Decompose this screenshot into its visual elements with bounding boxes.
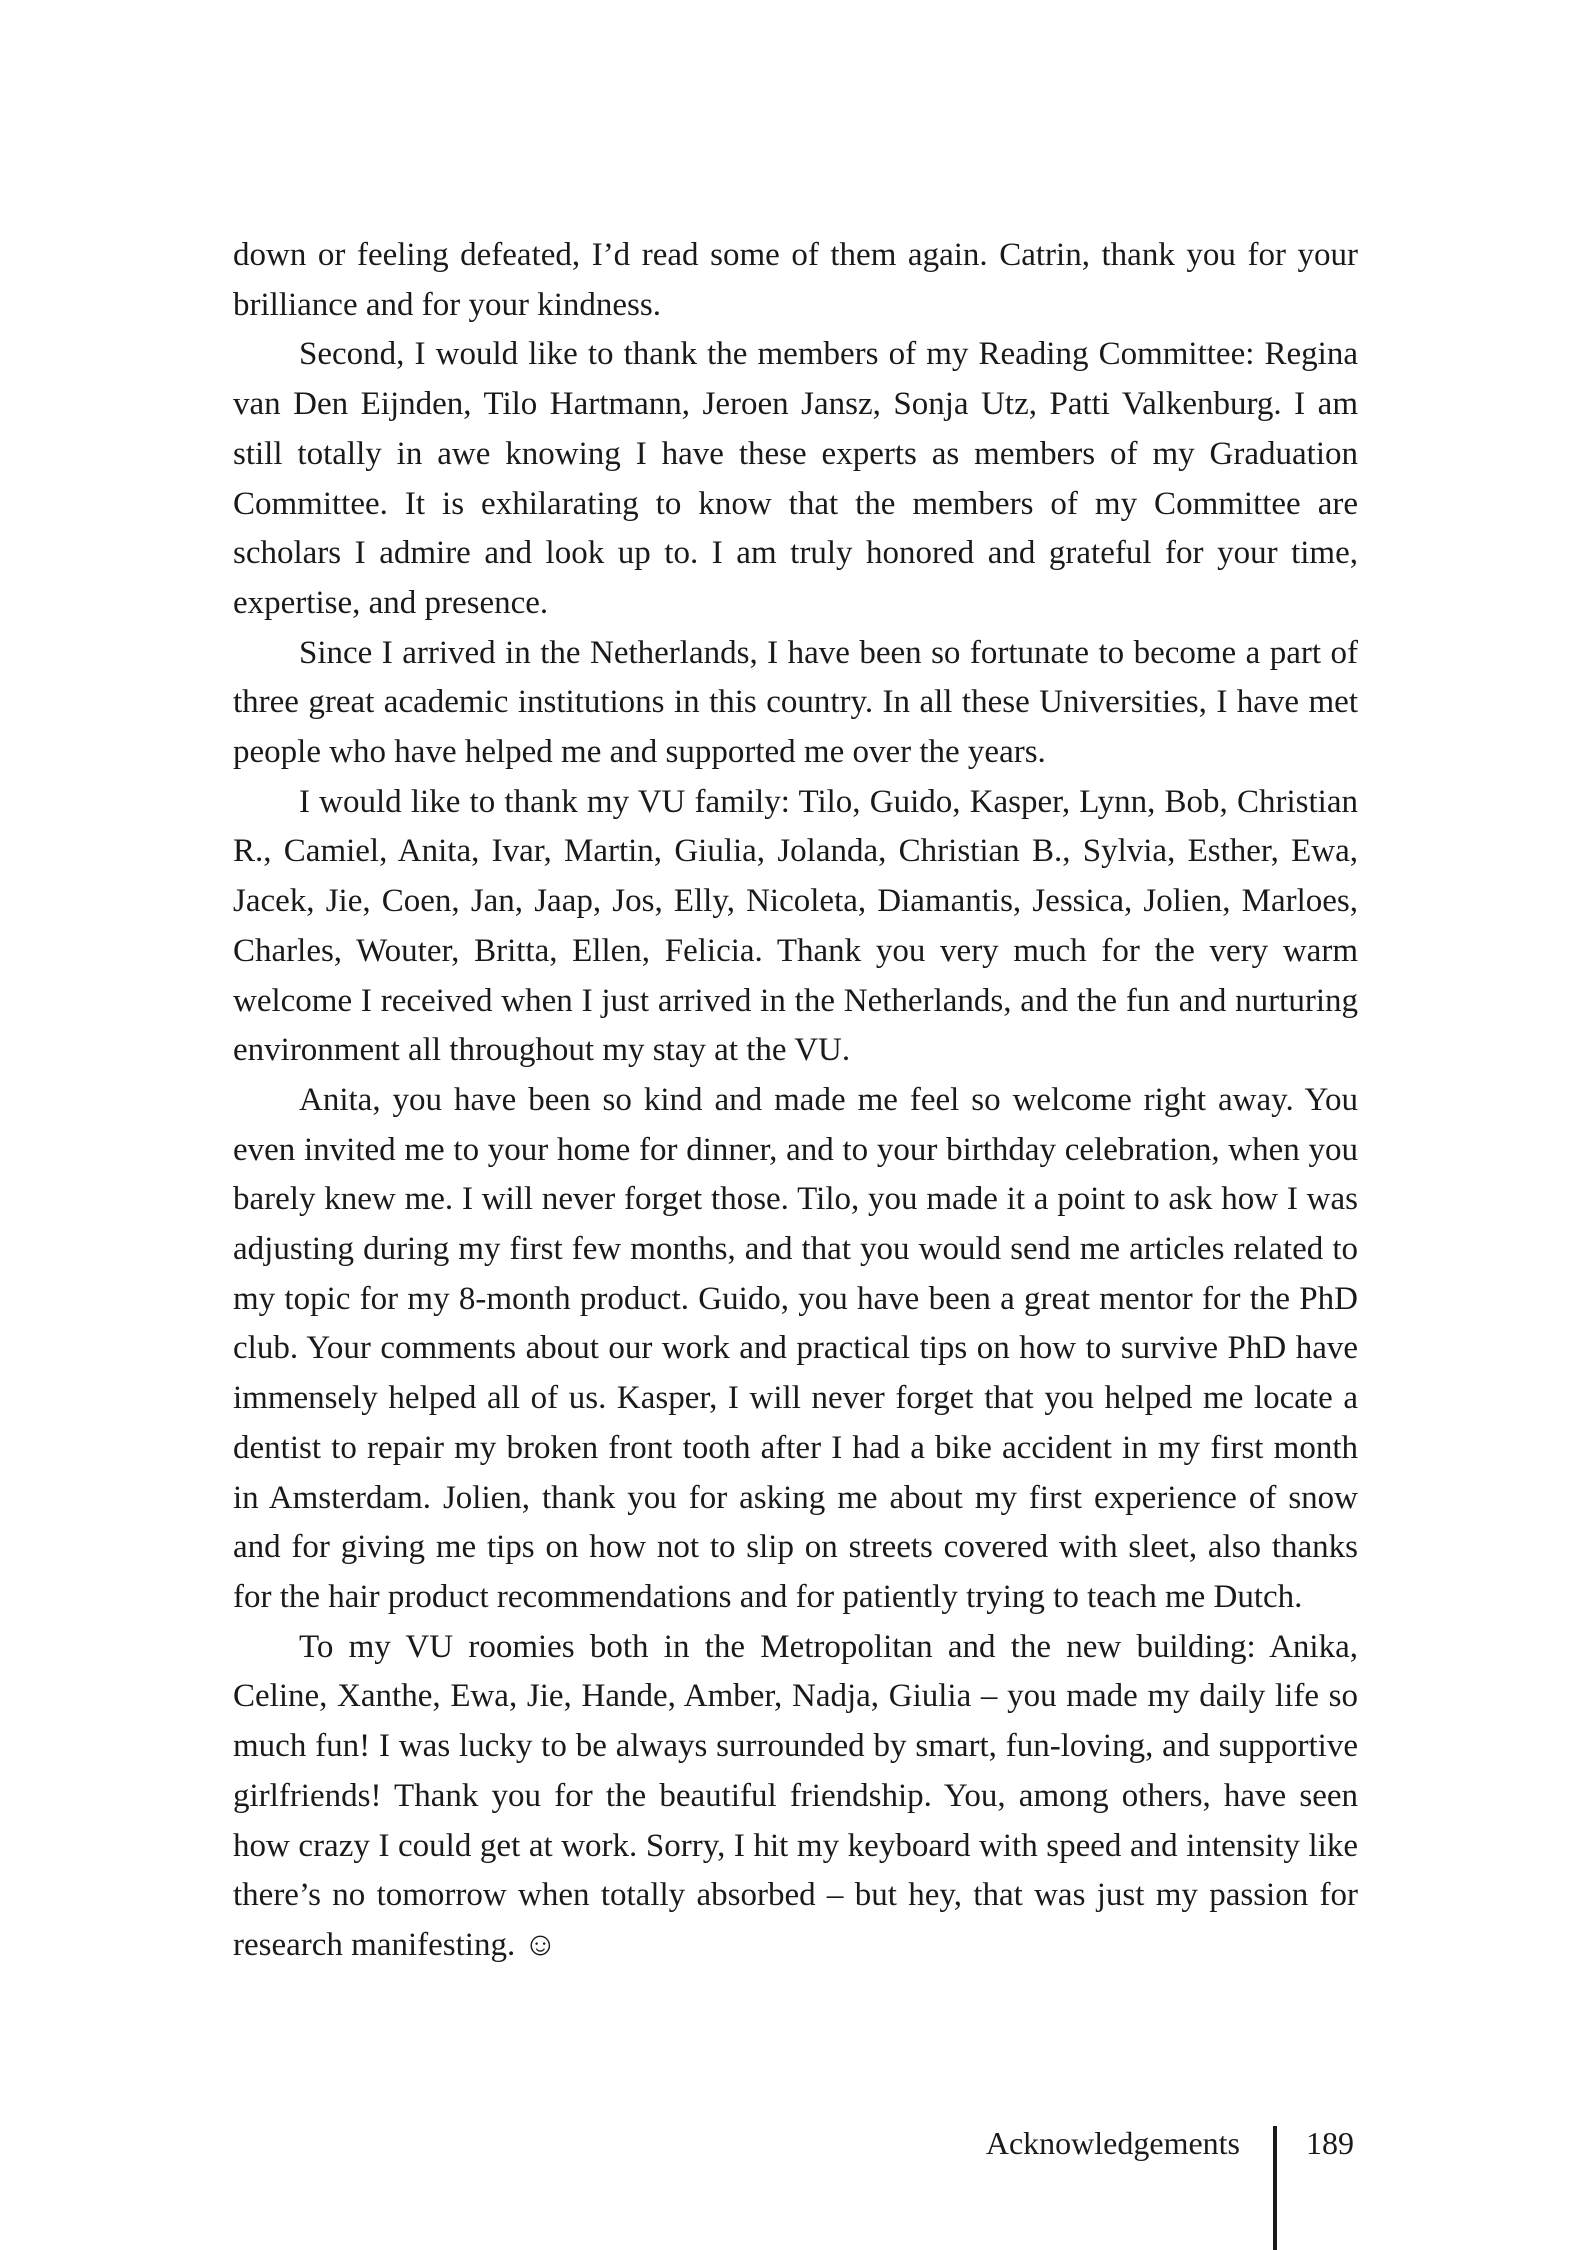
running-footer-title: Acknowledgements <box>985 2125 1240 2161</box>
page-body <box>233 231 1358 1971</box>
paragraph-anita-tilo: Anita, you have been so kind and made me feel so welcome right away. You even invited me to your home for dinner, and to your birthday celebration, when you barely knew me. I will never forget those. Tilo, you made it a point to ask how I was adjusting during my first few months, and that you would send me articles related to my topic for my 8-month product. Guido, you have been a great mentor for the PhD club. Your comments about our work and practical tips on how to survive PhD have immensely helped all of us. Kasper, I will never forget that you helped me locate a dentist to repair my broken front tooth after I had a bike accident in my first month in Amsterdam. Jolien, thank you for asking me about my first experience of snow and for giving me tips on how not to slip on streets covered with sleet, also thanks for the hair product recommendations and for patiently trying to teach me Dutch. <box>233 1081 1358 1615</box>
paragraph-continued: down or feeling defeated, I’d read some of them again. Catrin, thank you for your brilliance and for your kindness. <box>233 237 1358 323</box>
paragraph-vu-family: I would like to thank my VU family: Tilo, Guido, Kasper, Lynn, Bob, Christian R., Camiel, Anita, Ivar, Martin, Giulia, Jolanda, Christian B., Sylvia, Esther, Ewa, Jacek, Jie, Coen, Jan, Jaap, Jos, Elly, Nicoleta, Diamantis, Jessica, Jolien, Marloes, Charles, Wouter, Britta, Ellen, Felicia. Thank you very much for the very warm welcome I received when I just arrived in the Netherlands, and the fun and nurturing environment all throughout my stay at the VU. <box>233 783 1358 1069</box>
paragraph-vu-roomies: To my VU roomies both in the Metropolitan and the new building: Anika, Celine, Xanthe, Ewa, Jie, Hande, Amber, Nadja, Giulia – you made my daily life so much fun! I was lucky to be always surrounded by smart, fun-loving, and supportive girlfriends! Thank you for the beautiful friendship. You, among others, have seen how crazy I could get at work. Sorry, I hit my keyboard with speed and intensity like there’s no tomorrow when totally absorbed – but hey, that was just my passion for research manifesting. ☺ <box>233 1628 1358 1963</box>
page-number: 189 <box>1306 2125 1354 2161</box>
paragraph-netherlands: Since I arrived in the Netherlands, I have been so fortunate to become a part of three great academic institutions in this country. In all these Universities, I have met people who have helped me and supported me over the years. <box>233 634 1358 771</box>
paragraph-reading-committee: Second, I would like to thank the members of my Reading Committee: Regina van Den Eijnden, Tilo Hartmann, Jeroen Jansz, Sonja Utz, Patti Valkenburg. I am still totally in awe knowing I have these experts as members of my Graduation Committee. It is exhilarating to know that the members of my Committee are scholars I admire and look up to. I am truly honored and grateful for your time, expertise, and presence. <box>233 336 1358 621</box>
footer-divider <box>1273 2126 1277 2250</box>
